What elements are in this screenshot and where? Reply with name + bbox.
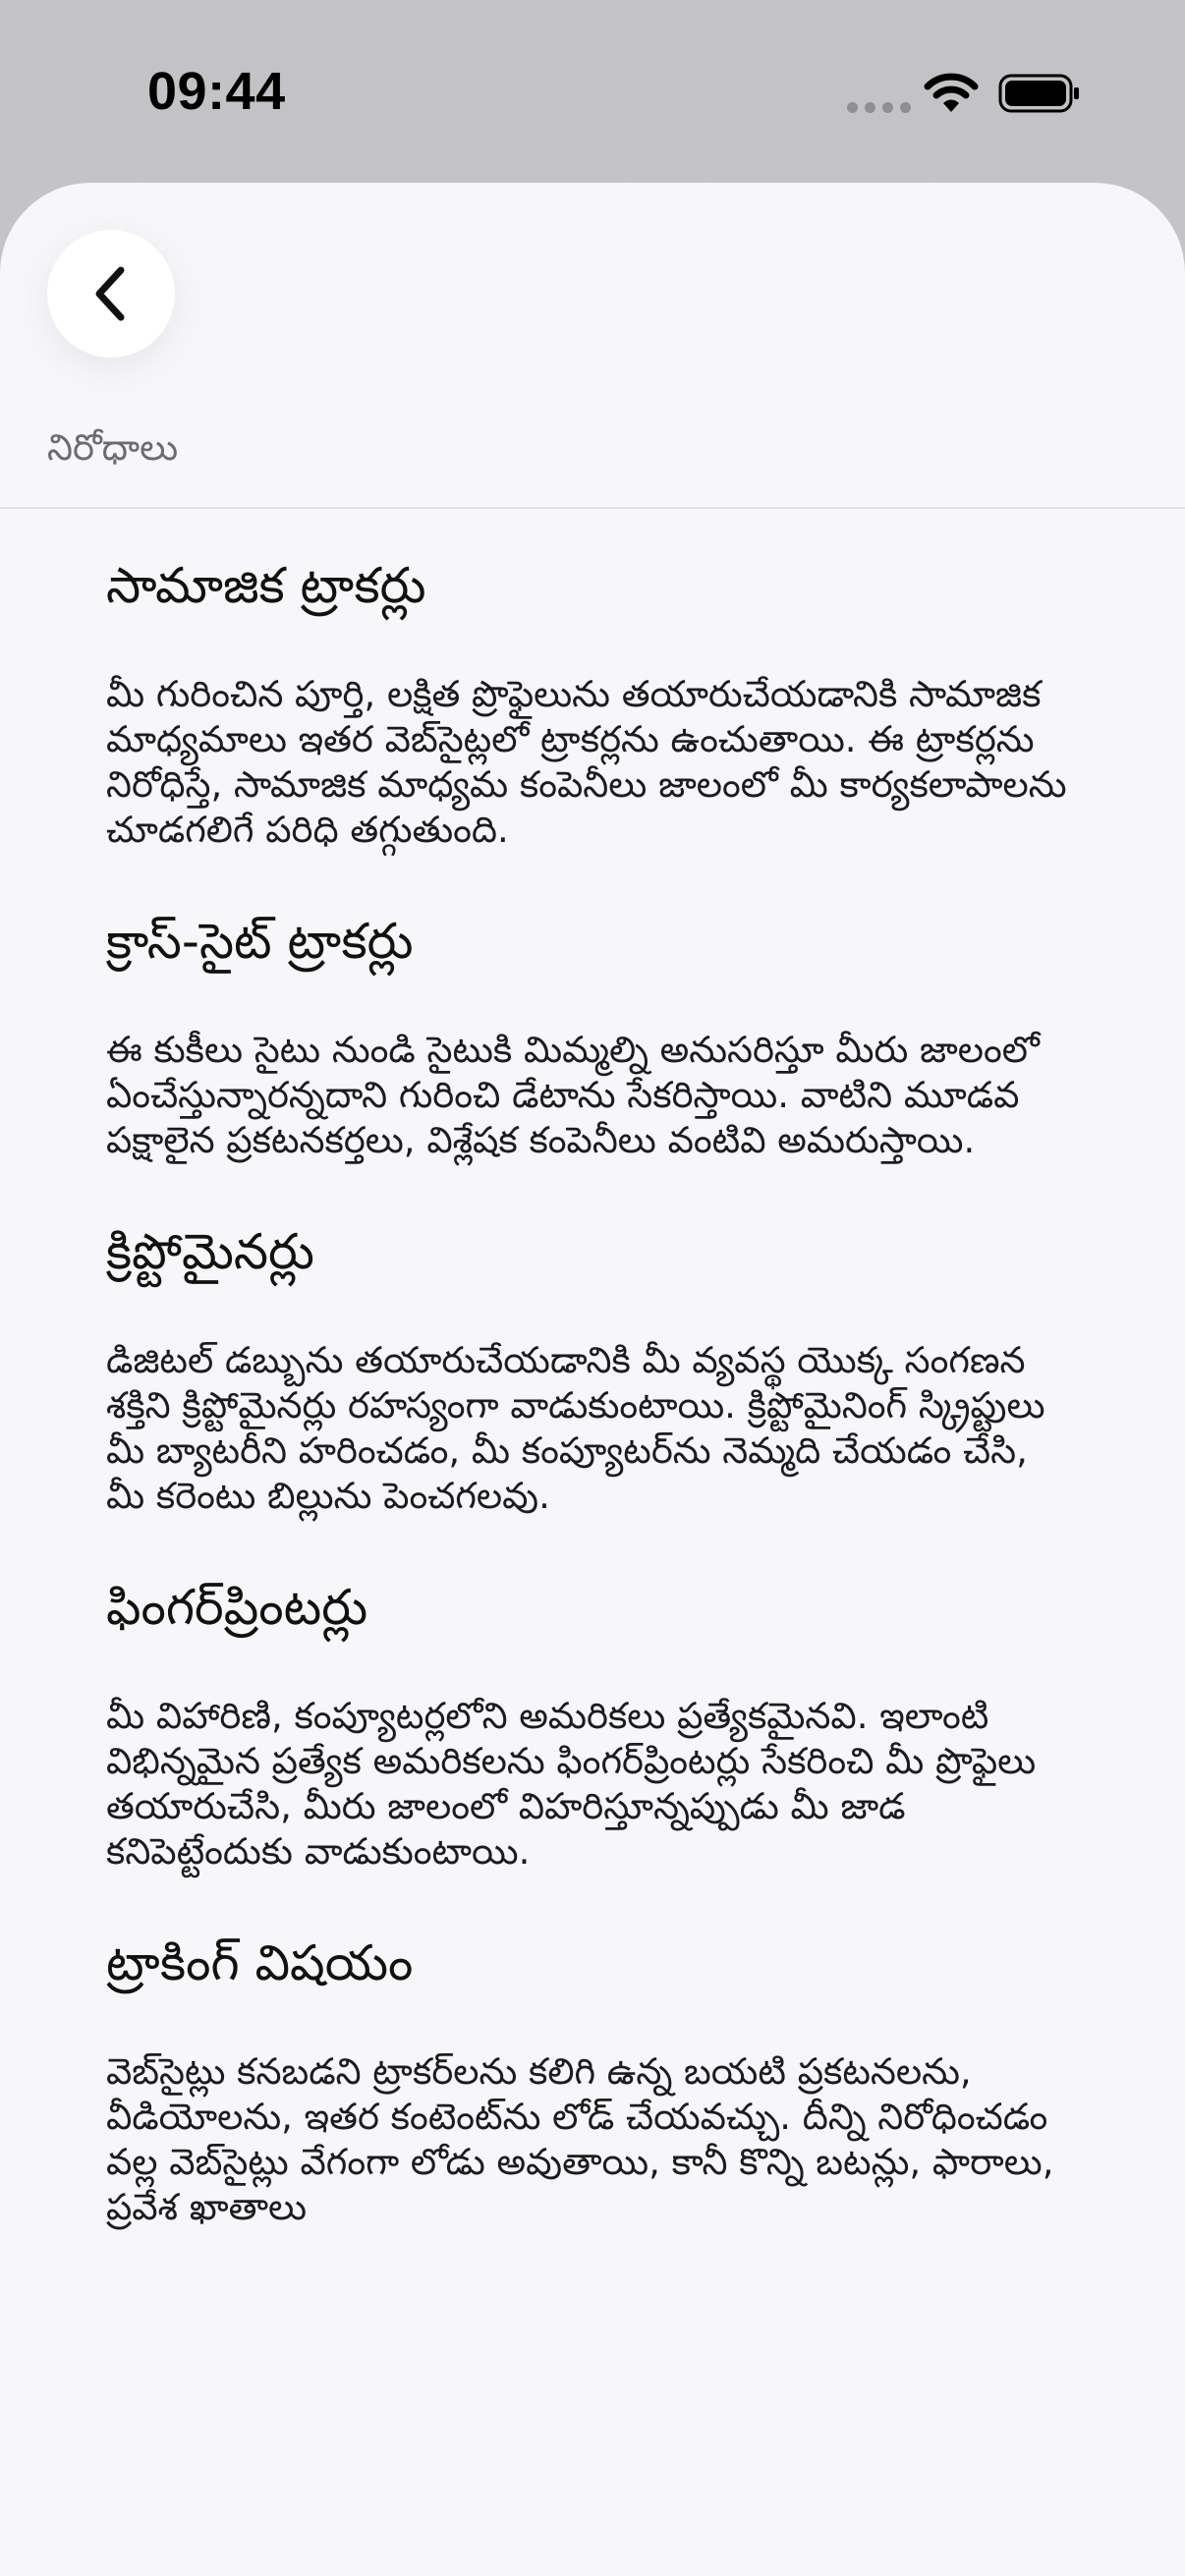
section-body: మీ గురించిన పూర్తి, లక్షిత ప్రొఫైలును తయారుచేయడానికి సామాజిక మాధ్యమాలు ఇతర వెబ్‌సైట్లలో ట్రాకర్లను ఉంచుతాయి. ఈ ట్రాకర్లను నిరోధిస్తే, సామాజిక మాధ్యమ కంపెనీలు జాలంలో మీ కార్యకలాపాలను చూడగలిగే పరిధి తగ్గుతుంది. [106, 673, 1067, 851]
battery-icon [998, 73, 1081, 114]
section-heading: సామాజిక ట్రాకర్లు [106, 557, 426, 614]
cellular-signal-icon [847, 102, 911, 113]
section-cross-site-trackers [106, 910, 1069, 1163]
content [106, 554, 1069, 2287]
section-fingerprinters [106, 1576, 1069, 1875]
section-body: డిజిటల్ డబ్బును తయారుచేయడానికి మీ వ్యవస్థ యొక్క సంగణన శక్తిని క్రిప్టోమైనర్లు రహస్యంగా వాడుకుంటాయి. క్రిప్టోమైనింగ్ స్క్రిప్టులు మీ బ్యాటరీని హరించడం, మీ కంప్యూటర్‌ను నెమ్మది చేయడం చేసి, మీ కరెంటు బిల్లును పెంచగలవు. [106, 1339, 1045, 1517]
section-heading: క్రాస్-సైట్ ట్రాకర్లు [106, 913, 414, 970]
chevron-left-icon [91, 264, 131, 323]
section-heading: ట్రాకింగ్ విషయం [106, 1934, 414, 1991]
section-body: ఈ కుకీలు సైటు నుండి సైటుకి మిమ్మల్ని అనుసరిస్తూ మీరు జాలంలో ఏంచేస్తున్నారన్నదాని గురించి డేటాను సేకరిస్తాయి. వాటిని మూడవ పక్షాలైన ప్రకటనకర్తలు, విశ్లేషక కంపెనీలు వంటివి అమరుస్తాయి. [106, 1029, 1040, 1161]
header-divider [0, 507, 1185, 509]
section-body: వెబ్‌సైట్లు కనబడని ట్రాకర్‌లను కలిగి ఉన్న బయటి ప్రకటనలను, వీడియోలను, ఇతర కంటెంట్‌ను లోడ్ చేయవచ్చు. దీన్ని నిరోధించడం వల్ల వెబ్‌సైట్లు వేగంగా లోడు అవుతాయి, కానీ కొన్ని బటన్లు, ఫారాలు, ప్రవేశ ఖాతాలు [106, 2050, 1054, 2228]
section-body: మీ విహారిణి, కంప్యూటర్లలోని అమరికలు ప్రత్యేకమైనవి. ఇలాంటి విభిన్నమైన ప్రత్యేక అమరికలను ఫింగర్‌ప్రింటర్లు సేకరించి మీ ప్రొఫైలు తయారుచేసి, మీరు జాలంలో విహరిస్తూన్నప్పుడు మీ జాడ కనిపెట్టేందుకు వాడుకుంటాయి. [106, 1695, 1037, 1873]
status-bar [0, 0, 1185, 183]
blocking-info-sheet [0, 183, 1185, 2576]
wifi-icon [924, 71, 979, 114]
section-social-trackers [106, 554, 1069, 853]
status-time: 09:44 [147, 62, 286, 121]
section-tracking-content [106, 1932, 1069, 2230]
back-button[interactable] [47, 230, 175, 358]
section-cryptominers [106, 1220, 1069, 1519]
section-heading: క్రిప్టోమైనర్లు [106, 1223, 314, 1280]
page-title: నిరోధాలు [47, 426, 179, 469]
section-heading: ఫింగర్‌ప్రింటర్లు [106, 1579, 368, 1636]
